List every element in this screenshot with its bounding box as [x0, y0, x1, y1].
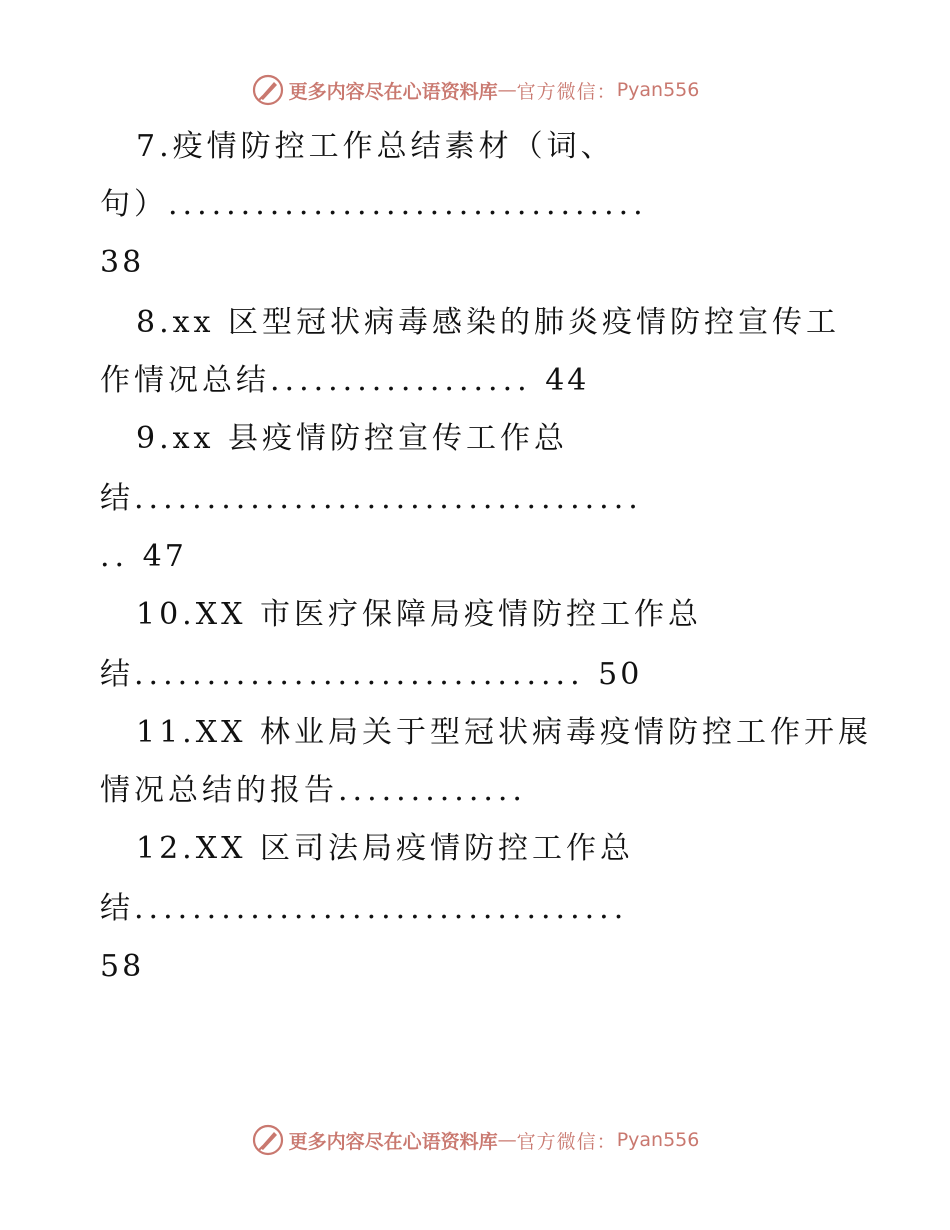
toc-entry-7-title-cont: 句） [100, 187, 168, 222]
toc-entry-11-title: 11.XX 林业局关于型冠状病毒疫情防控工作开展 [136, 715, 872, 750]
toc-entry-7-line-3 [100, 234, 144, 292]
watermark-wechat-label: 官方微信： [516, 80, 617, 103]
toc-entry-12-title: 12.XX 区司法局疫情防控工作总 [136, 831, 634, 866]
watermark-header [0, 70, 950, 110]
toc-entry-11-leader: ............. [338, 773, 527, 808]
toc-entry-7-page-number: 38 [100, 245, 145, 280]
toc-entry-10-leader: ............................... [134, 657, 585, 692]
toc-entry-12-title-cont: 结 [100, 891, 134, 926]
toc-entry-7-leader: ................................. [168, 187, 648, 222]
toc-entry-12-line-2 [100, 880, 628, 938]
toc-entry-11-line-2 [100, 762, 527, 820]
toc-entry-12-page-number: 58 [100, 949, 145, 984]
toc-entry-8-line-2 [100, 352, 589, 410]
toc-entry-7-line-2 [100, 176, 648, 234]
toc-entry-8-leader: .................. [270, 363, 532, 398]
toc-entry-10-page-number: 50 [598, 657, 643, 692]
quill-logo-icon [251, 73, 285, 107]
toc-entry-8-line-1 [136, 294, 840, 352]
toc-entry-9-line-1 [136, 410, 568, 468]
toc-entry-8-title-cont: 作情况总结 [100, 363, 270, 398]
watermark-text: 更多内容尽在心语资料库 [288, 1130, 498, 1153]
toc-entry-9-line-3 [100, 528, 187, 586]
toc-entry-8-page-number: 44 [545, 363, 590, 398]
watermark-separator: — [497, 79, 517, 101]
quill-logo-icon [251, 1123, 285, 1157]
toc-entry-9-title-cont: 结 [100, 481, 134, 516]
toc-entry-10-title-cont: 结 [100, 657, 134, 692]
watermark-separator: — [497, 1129, 517, 1151]
toc-entry-8-title: 8.xx 区型冠状病毒感染的肺炎疫情防控宣传工 [136, 305, 840, 340]
watermark-text: 更多内容尽在心语资料库 [288, 80, 498, 103]
toc-entry-12-leader: .................................. [134, 891, 629, 926]
toc-entry-7-title: 7.疫情防控工作总结素材（词、 [136, 129, 615, 164]
toc-entry-11-line-1 [136, 704, 872, 762]
toc-entry-12-line-1 [136, 820, 634, 878]
watermark-footer [0, 1120, 950, 1160]
watermark-wechat-label: 官方微信： [516, 1130, 617, 1153]
toc-entry-11-title-cont: 情况总结的报告 [100, 773, 338, 808]
watermark-wechat-id: Pyan556 [616, 79, 700, 101]
toc-entry-9-leader-cont: .. [100, 539, 130, 574]
toc-entry-10-line-1 [136, 586, 702, 644]
toc-entry-10-line-2 [100, 646, 642, 704]
toc-entry-9-title: 9.xx 县疫情防控宣传工作总 [136, 421, 568, 456]
toc-entry-9-leader: ................................... [134, 481, 643, 516]
toc-entry-12-line-3 [100, 938, 144, 996]
toc-entry-9-line-2 [100, 470, 643, 528]
toc-entry-9-page-number: 47 [142, 539, 187, 574]
toc-entry-10-title: 10.XX 市医疗保障局疫情防控工作总 [136, 597, 702, 632]
watermark-wechat-id: Pyan556 [616, 1129, 700, 1151]
toc-entry-7-line-1 [136, 118, 615, 176]
